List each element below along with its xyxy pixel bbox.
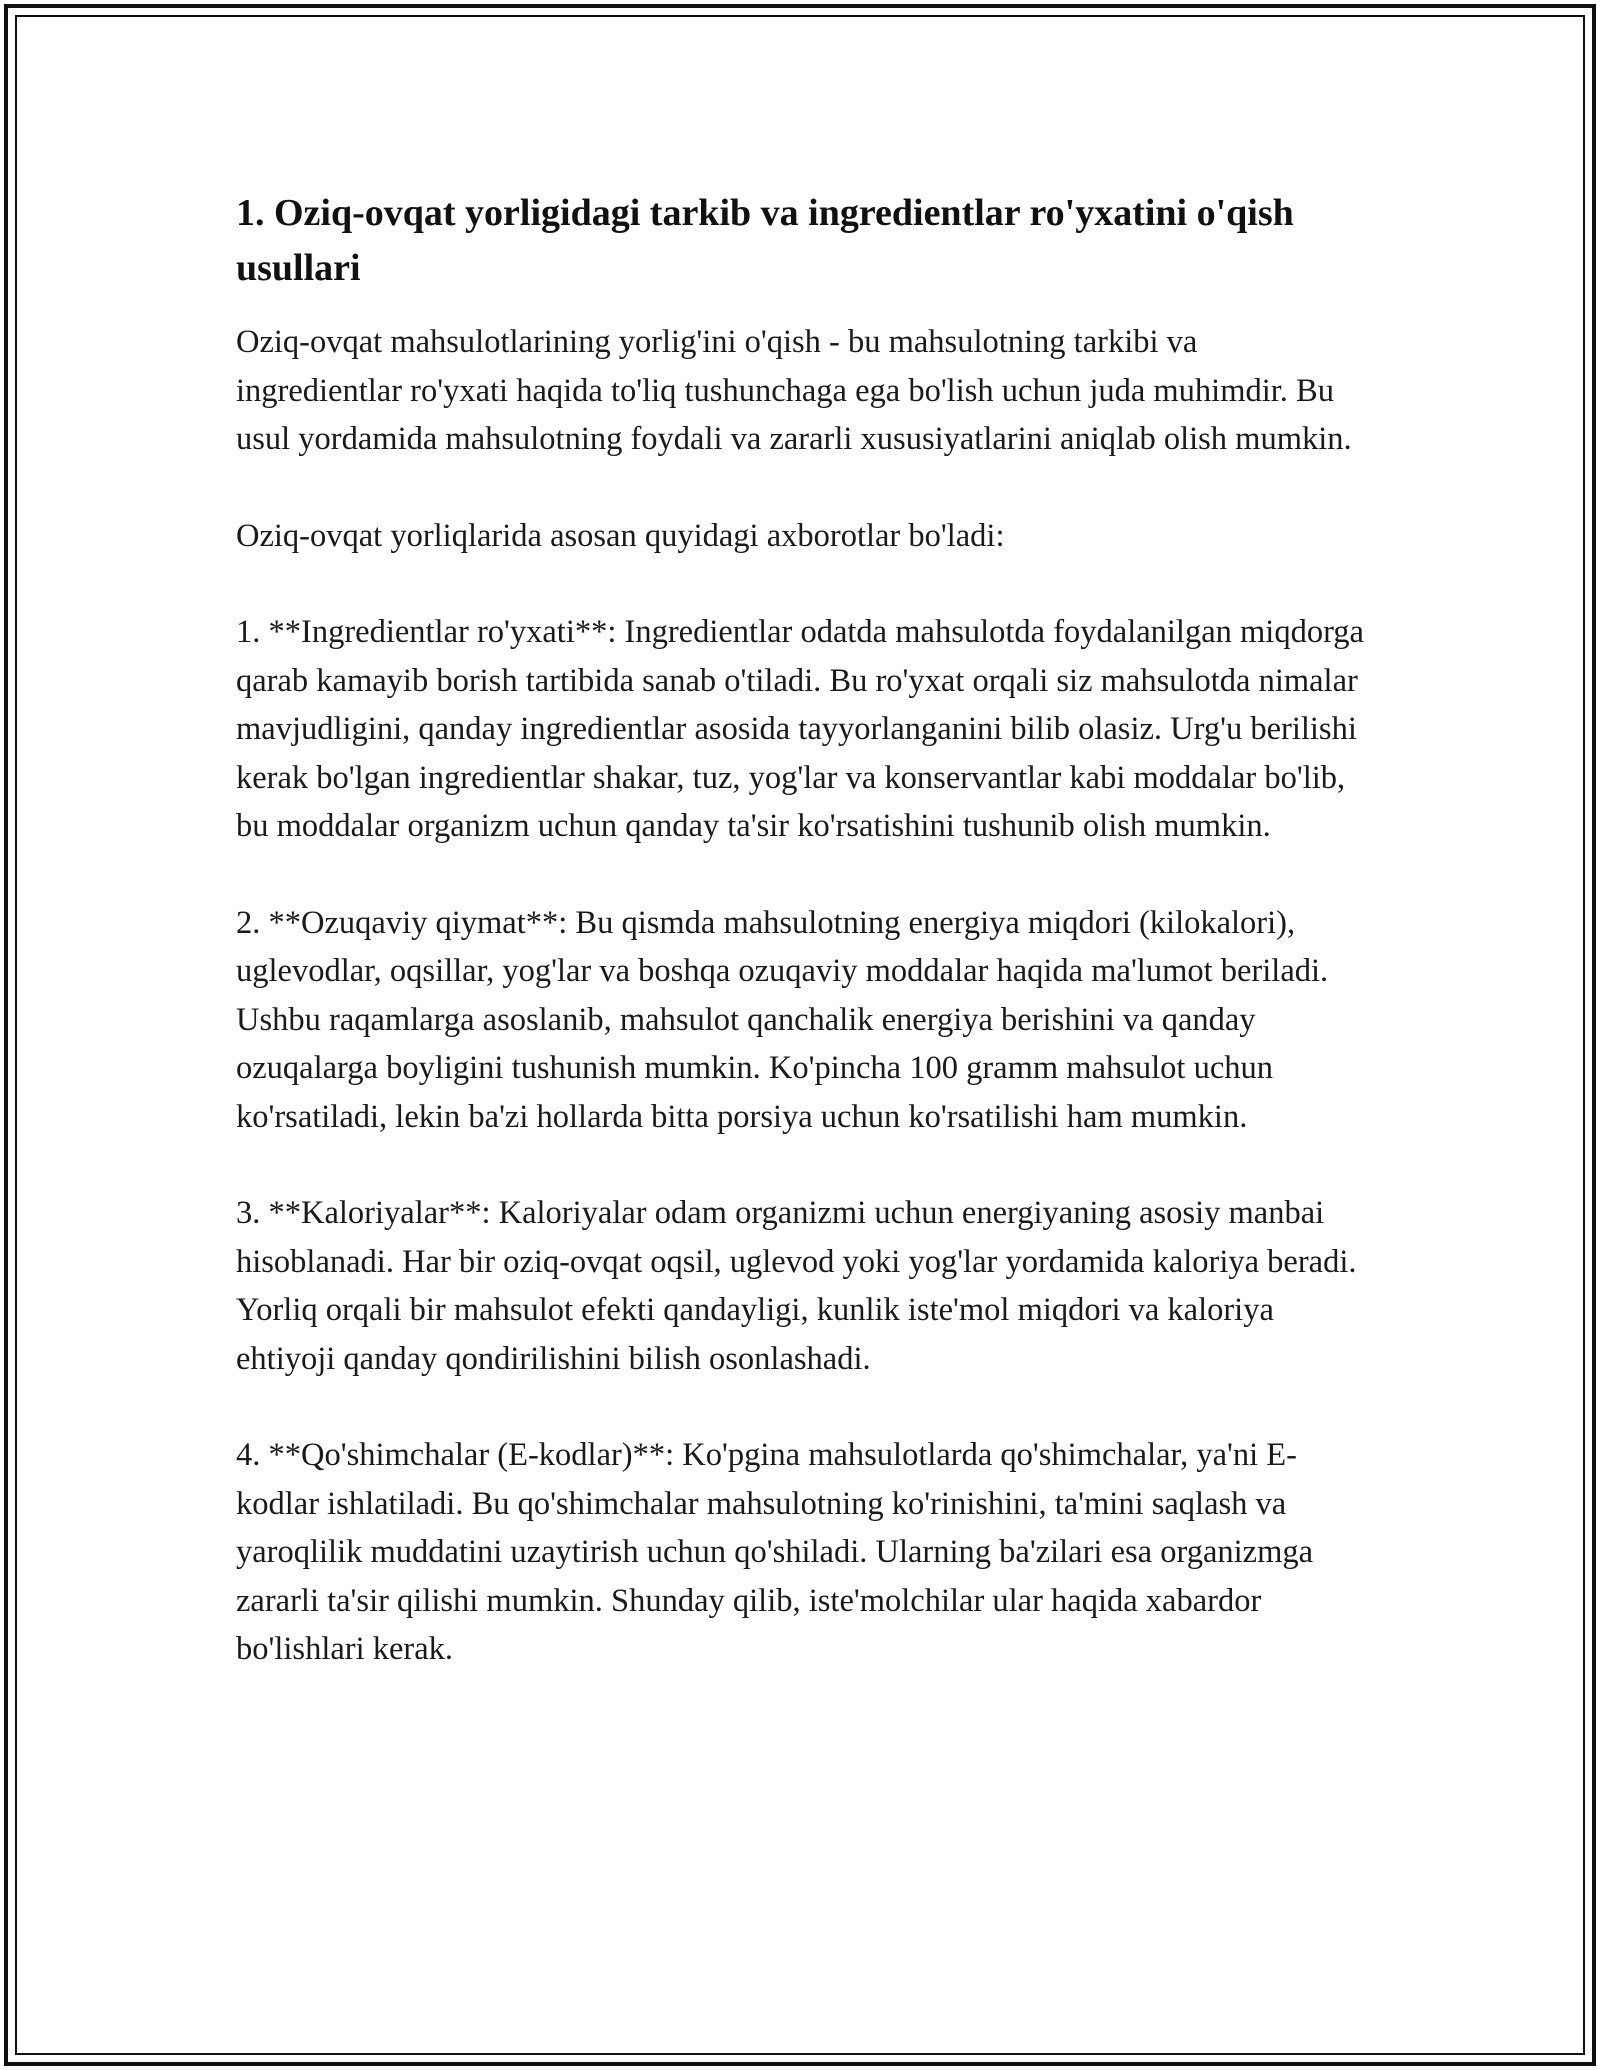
item-nutrition-paragraph: 2. **Ozuqaviy qiymat**: Bu qismda mahsulotning energiya miqdori (kilokalori), uglevodlar, oqsillar, yog'lar va boshqa ozuqaviy moddalar haqida ma'lumot beriladi. Ushbu raqamlarga asoslanib, mahsulot qanchalik energiya berishini va qanday ozuqalarga boyligini tushunish mumkin. Ko'pincha 100 gramm mahsulot uchun ko'rsatiladi, lekin ba'zi hollarda bitta porsiya uchun ko'rsatilishi ham mumkin. bbox=[236, 904, 1329, 1135]
item-ingredients-paragraph: 1. **Ingredientlar ro'yxati**: Ingredientlar odatda mahsulotda foydalanilgan miqdorga qarab kamayib borish tartibida sanab o'tiladi. Bu ro'yxat orqali siz mahsulotda nimalar mavjudligini, qanday ingredientlar asosida tayyorlanganini bilib olasiz. Urg'u berilishi kerak bo'lgan ingredientlar shakar, tuz, yog'lar va konservantlar kabi moddalar bo'lib, bu moddalar organizm uchun qanday ta'sir ko'rsatishini tushunib olish mumkin. bbox=[236, 614, 1364, 844]
item-calories-paragraph: 3. **Kaloriyalar**: Kaloriyalar odam organizmi uchun energiyaning asosiy manbai hisoblanadi. Har bir oziq-ovqat oqsil, uglevod yoki yog'lar yordamida kaloriya beradi. Yorliq orqali bir mahsulot efekti qandayligi, kunlik iste'mol miqdori va kaloriya ehtiyoji qanday qondirilishini bilish osonlashadi. bbox=[236, 1195, 1357, 1377]
list-intro-paragraph: Oziq-ovqat yorliqlarida asosan quyidagi axborotlar bo'ladi: bbox=[236, 517, 1005, 554]
document-title: 1. Oziq-ovqat yorligidagi tarkib va ingredientlar ro'yxatini o'qish usullari bbox=[236, 192, 1294, 289]
document-body bbox=[236, 186, 1366, 1722]
intro-paragraph: Oziq-ovqat mahsulotlarining yorlig'ini o'qish - bu mahsulotning tarkibi va ingredientlar ro'yxati haqida to'liq tushunchaga ega bo'lish uchun juda muhimdir. Bu usul yordamida mahsulotning foydali va zararli xususiyatlarini aniqlab olish mumkin. bbox=[236, 324, 1352, 457]
item-additives-paragraph: 4. **Qo'shimchalar (E-kodlar)**: Ko'pgina mahsulotlarda qo'shimchalar, ya'ni E-kodlar ishlatiladi. Bu qo'shimchalar mahsulotning ko'rinishini, ta'mini saqlash va yaroqlilik muddatini uzaytirish uchun qo'shiladi. Ularning ba'zilari esa organizmga zararli ta'sir qilishi mumkin. Shunday qilib, iste'molchilar ular haqida xabardor bo'lishlari kerak. bbox=[236, 1437, 1314, 1667]
